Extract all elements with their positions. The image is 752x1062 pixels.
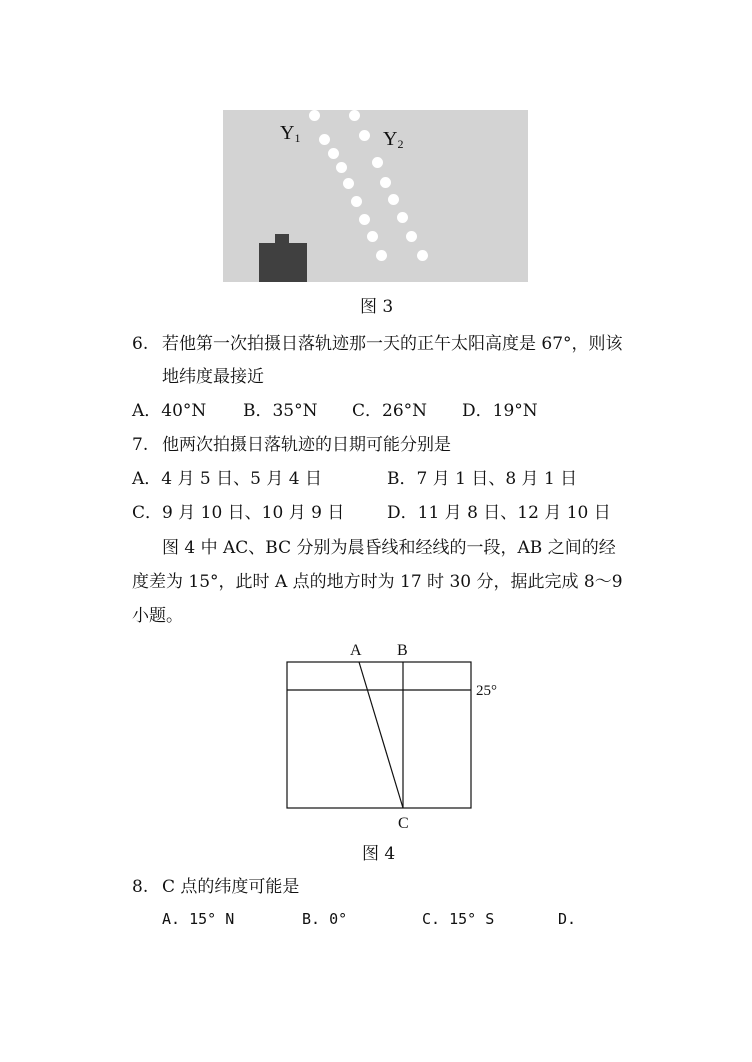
q6-text-line2: 地纬度最接近 <box>162 367 264 387</box>
sun-dot <box>319 134 330 145</box>
sun-dot <box>417 250 428 261</box>
q7-number: 7. <box>132 435 149 455</box>
q8-option-c: C. 15° S <box>422 910 495 928</box>
sun-dot <box>343 178 354 189</box>
q7-option-d: D．11 月 8 日、12 月 10 日 <box>387 503 611 523</box>
sun-dot <box>376 250 387 261</box>
diagram-frame <box>287 662 471 808</box>
intro-line3: 小题。 <box>132 606 183 626</box>
q8-text: C 点的纬度可能是 <box>162 877 300 897</box>
sun-dot <box>406 231 417 242</box>
sun-dot <box>388 194 399 205</box>
figure-3-sunset-photo <box>223 110 528 282</box>
intro-line2: 度差为 15°，此时 A 点的地方时为 17 时 30 分，据此完成 8～9 <box>132 572 623 592</box>
sun-dot <box>380 177 391 188</box>
sun-dot <box>372 157 383 168</box>
q6-option-b: B．35°N <box>243 401 318 421</box>
sun-dot <box>328 148 339 159</box>
intro-line1: 图 4 中 AC、BC 分别为晨昏线和经线的一段，AB 之间的经 <box>162 538 616 558</box>
label-c: C <box>398 815 409 832</box>
track-y1-label: $Y_1$ <box>280 122 301 145</box>
building <box>259 243 307 282</box>
sun-dot <box>397 212 408 223</box>
figure-3-caption: 图 3 <box>360 297 394 317</box>
q6-option-a: A．40°N <box>132 401 207 421</box>
figure-4-caption: 图 4 <box>362 844 396 864</box>
q6-number: 6. <box>132 334 149 354</box>
sun-dot <box>351 196 362 207</box>
q8-option-b: B. 0° <box>302 910 348 928</box>
figure-4-diagram <box>280 640 510 840</box>
sun-dot <box>336 162 347 173</box>
q8-option-a: A. 15° N <box>162 910 235 928</box>
sun-dot <box>359 130 370 141</box>
q6-text-line1: 若他第一次拍摄日落轨迹那一天的正午太阳高度是 67°，则该 <box>162 334 623 354</box>
latitude-label: 25° <box>476 683 497 699</box>
sun-dot <box>349 110 360 121</box>
q7-option-c: C．9 月 10 日、10 月 9 日 <box>132 503 345 523</box>
q7-option-b: B．7 月 1 日、8 月 1 日 <box>387 469 578 489</box>
label-a: A <box>350 642 362 659</box>
sun-dot <box>367 231 378 242</box>
q8-number: 8. <box>132 877 149 897</box>
track-y2-label: $Y_2$ <box>383 128 404 151</box>
sun-dot <box>359 214 370 225</box>
q7-text: 他两次拍摄日落轨迹的日期可能分别是 <box>162 435 451 455</box>
sun-dot <box>309 110 320 121</box>
q7-option-a: A．4 月 5 日、5 月 4 日 <box>132 469 322 489</box>
terminator-ac <box>359 662 403 808</box>
q6-option-c: C．26°N <box>352 401 428 421</box>
label-b: B <box>397 642 408 659</box>
q8-option-d: D. <box>558 910 577 928</box>
q6-option-d: D．19°N <box>462 401 538 421</box>
